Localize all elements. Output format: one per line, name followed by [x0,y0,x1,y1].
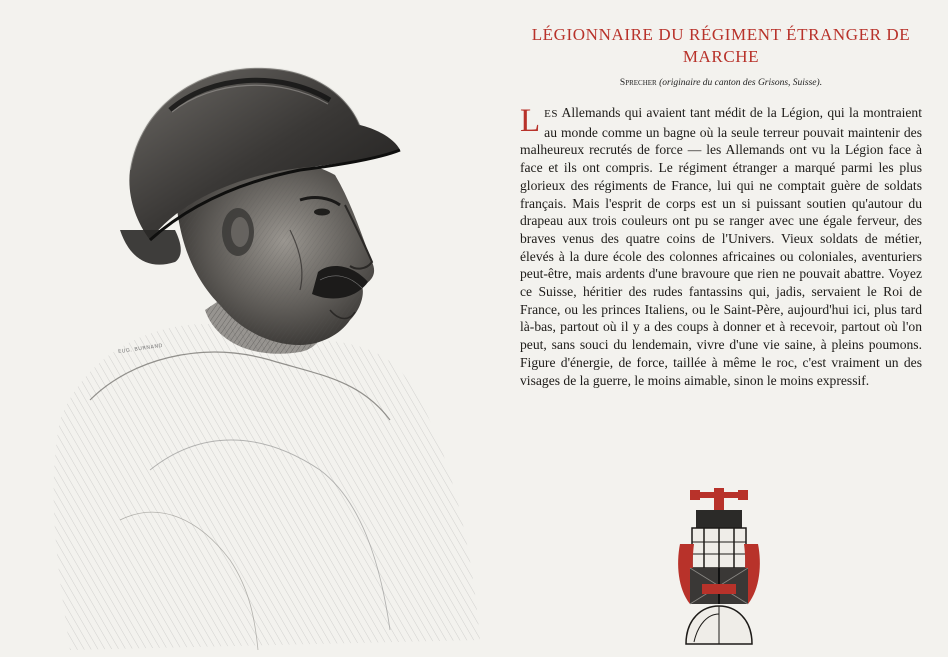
article-paragraph: Allemands qui avaient tant médit de la Légion, qui la montraient au monde comme un bagne où la seule terreur pouvait maintenir des malheureux recrutés de force — les Allemands ont vu la Légion face à face et ils ont compris. Le régiment étranger a marqué parmi les plus glorieux des régiments de France, lui qui ne comptait guère de soldats français. Mais l'esprit de corps est un si puissant soutien qu'autour du drapeau aux trois couleurs ont pu se ranger avec une égale ferveur, des braves venus des quatre coins de l'Univers. Vieux soldats de métier, élevés à la dure école des colonnes africaines ou coloniales, aventuriers peut-être, mais ardents d'une bravoure que rien ne pouvait abattre. Voyez ce Suisse, héritier des rudes fantassins qui, jadis, servaient le Roi de France, ou les princes Italiens, ou le Saint-Père, aujourd'hui ici, plus tard là-bas, partout où il y a des coups à donner et à recevoir, partout où l'on peut, sans souci du lendemain, vivre d'une vie saine, à pleins poumons. Figure d'énergie, de force, taillée à même le roc, c'est vraiment un des visages de la guerre, le moins aimable, sinon le moins expressif. [520,105,922,388]
article-body [520,104,922,389]
artist-signature: EUG. BURNAND [117,342,164,356]
legion-pack-emblem [672,484,766,649]
drop-cap: L [520,103,541,139]
subject-origin: (originaire du canton des Grisons, Suisse). [659,78,823,88]
emblem-drawing [672,484,766,649]
page-title: LÉGIONNAIRE DU RÉGIMENT ÉTRANGER DE MARCHE [531,25,911,66]
text-column [520,20,922,389]
lead-small-caps: ES [544,108,559,120]
subject-name: Sprecher [619,78,657,88]
subject-caption [520,78,922,88]
